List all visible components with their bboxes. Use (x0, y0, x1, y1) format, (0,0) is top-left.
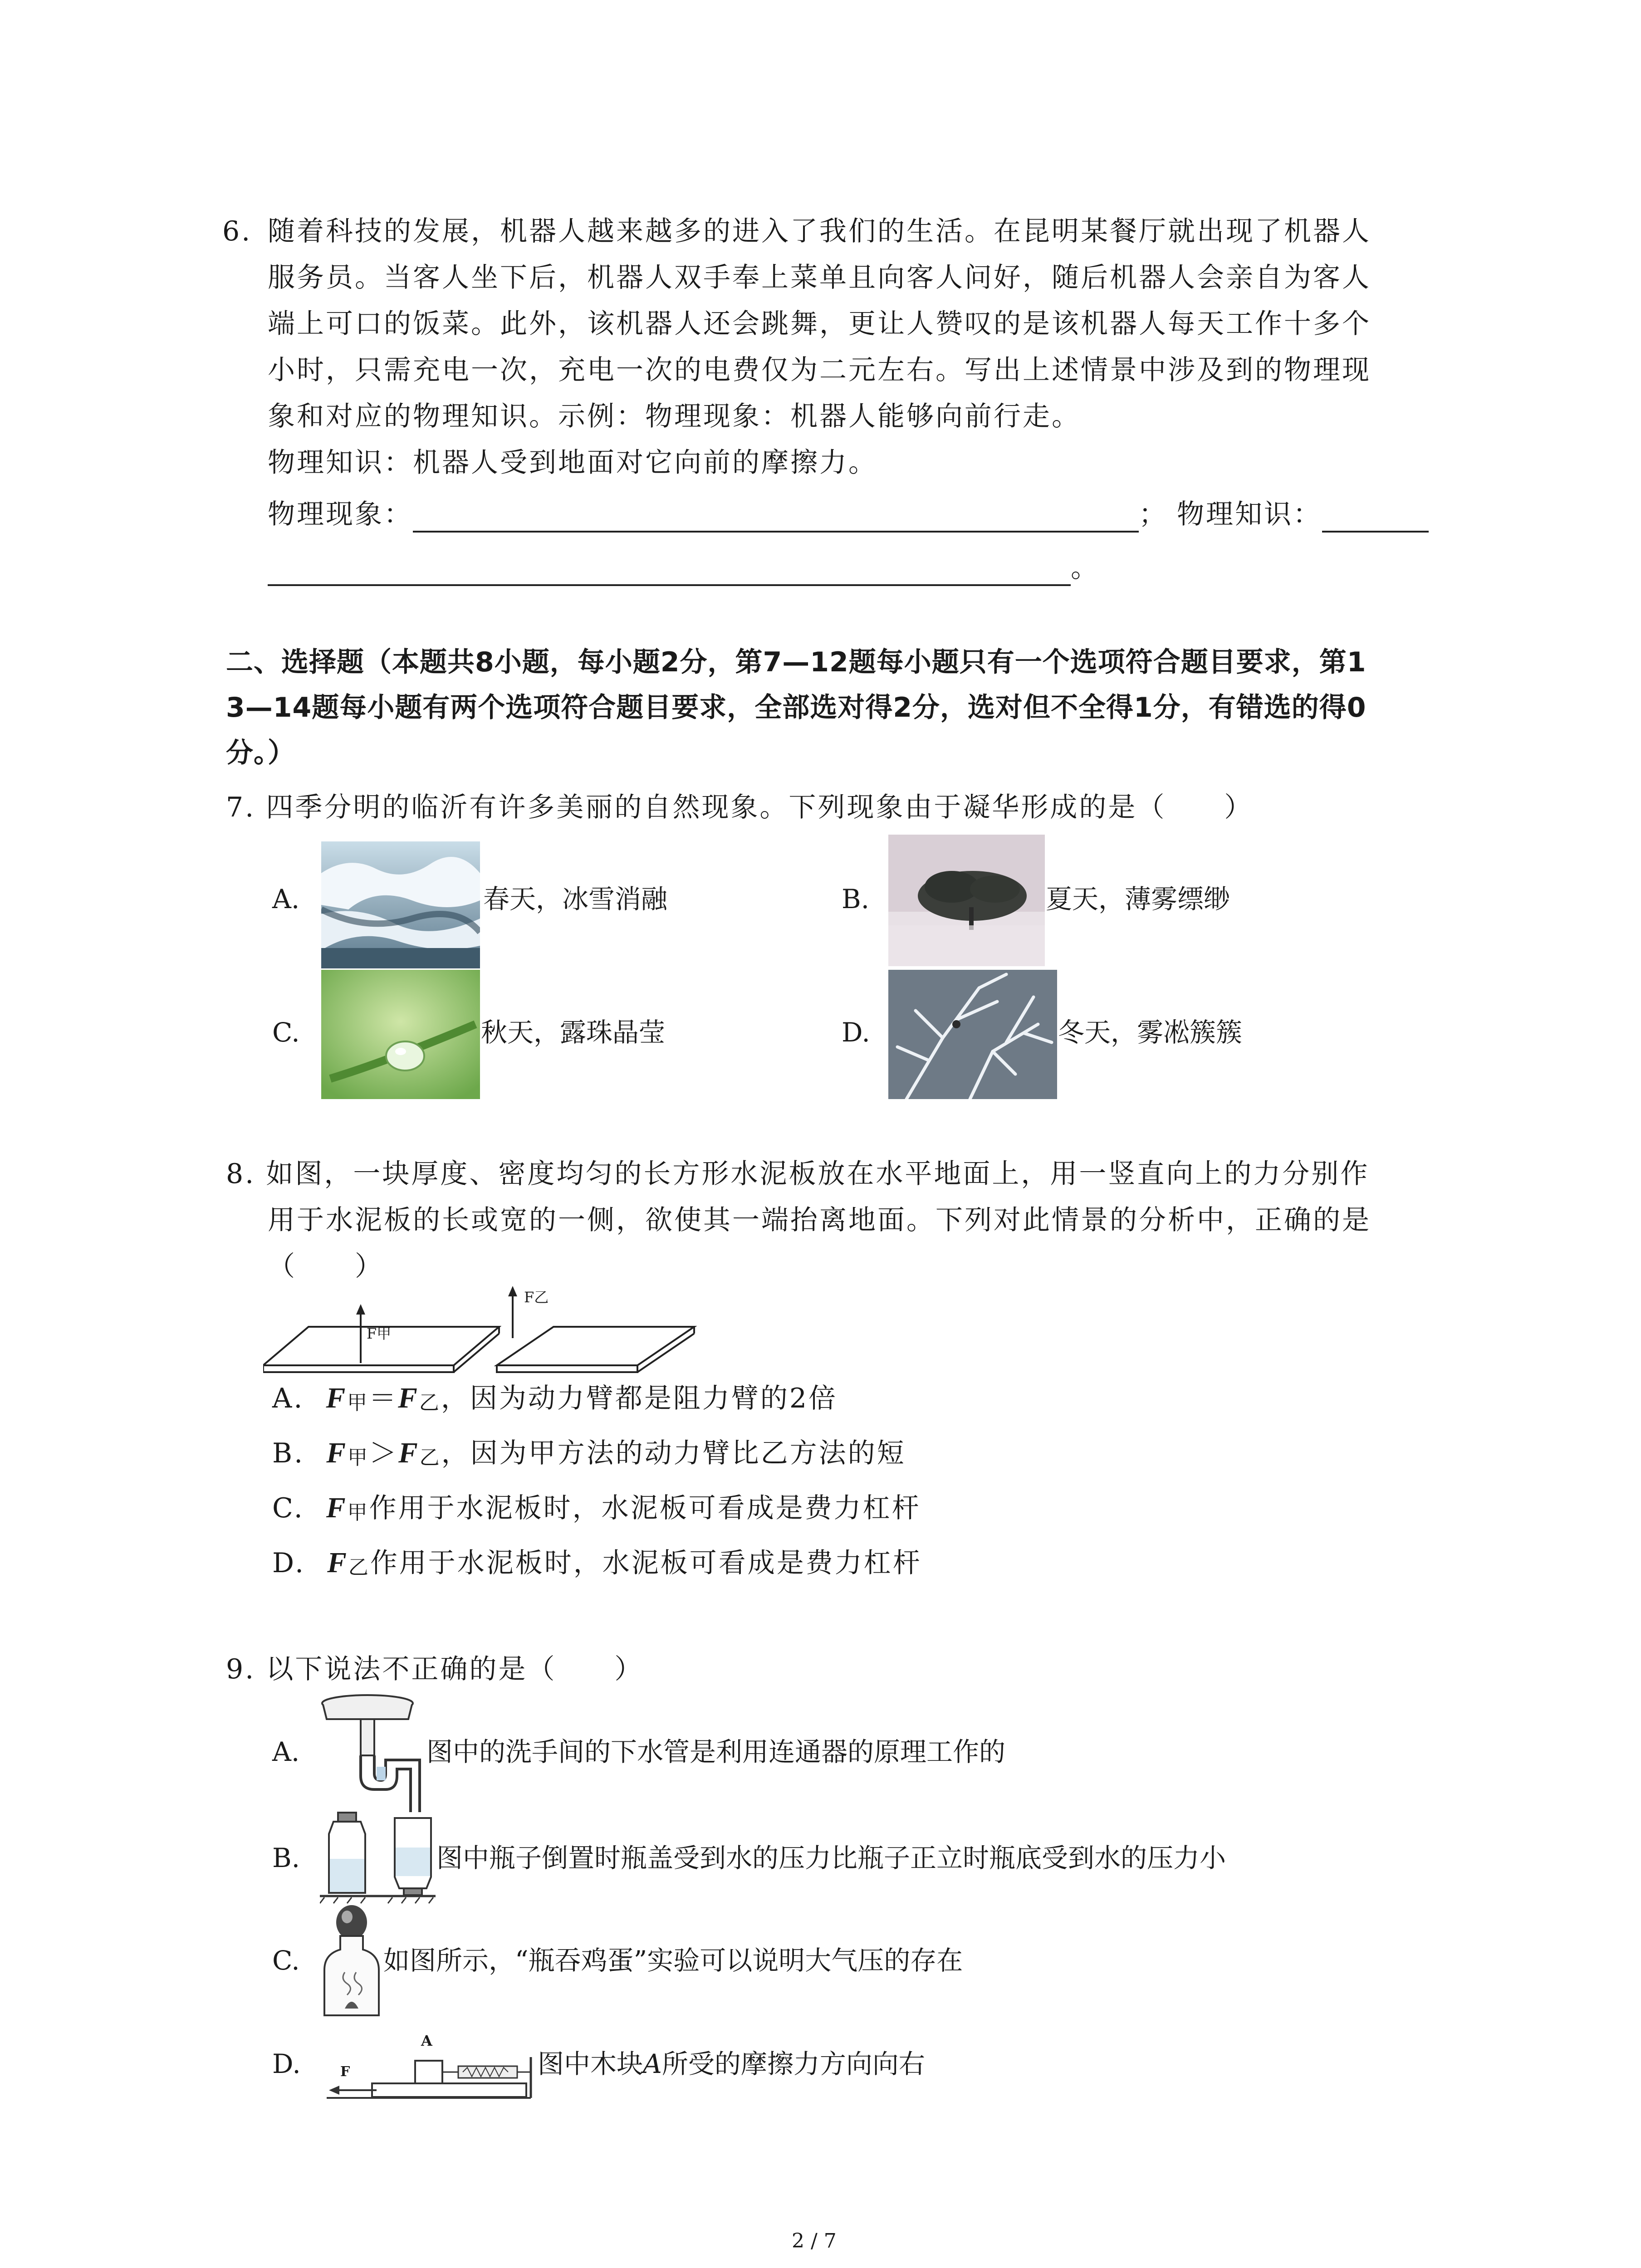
force-symbol: F (327, 1546, 348, 1579)
force-symbol: F (326, 1437, 348, 1469)
friction-block-figure (327, 2030, 535, 2105)
phenomenon-label: 物理现象： (268, 499, 413, 530)
knowledge-answer-blank-cont[interactable] (268, 557, 1071, 586)
force-symbol: F (398, 1382, 419, 1414)
q9-option-b-text: 图中瓶子倒置时瓶盖受到水的压力比瓶子正立时瓶底受到水的压力小 (436, 1843, 1226, 1873)
force-subscript: 乙 (348, 1556, 370, 1579)
relation-symbol: ＞ (369, 1437, 398, 1469)
q9-option-a-text: 图中的洗手间的下水管是利用连通器的原理工作的 (426, 1736, 1006, 1767)
force-label: F (340, 2064, 350, 2080)
option-letter: B. (272, 1437, 305, 1469)
q7-stem: 7. 四季分明的临沂有许多美丽的自然现象。下列现象由于凝华形成的是（ ） (226, 792, 1254, 823)
q7-option-a-letter[interactable]: A. (272, 884, 300, 914)
q8-line-1: 8. 如图，一块厚度、密度均匀的长方形水泥板放在水平地面上，用一竖直向上的力分别作 (226, 1158, 1370, 1190)
q6-number: 6. (222, 215, 252, 247)
section-2-heading-line-3: 分。） (226, 737, 295, 769)
q7-option-d-text: 冬天，雾凇簇簇 (1058, 1017, 1243, 1048)
egg-in-bottle-figure (320, 1904, 383, 2020)
inverted-bottle-figure (320, 1809, 436, 1904)
q7-option-a-text: 春天，冰雪消融 (483, 884, 668, 914)
q6-line-6: 物理知识：机器人受到地面对它向前的摩擦力。 (268, 447, 877, 479)
force-subscript: 乙 (419, 1391, 441, 1414)
q8-option-b[interactable] (272, 1435, 906, 1476)
section-2-heading-line-1: 二、选择题（本题共8小题，每小题2分，第7—12题每小题只有一个选项符合题目要求，第1 (226, 646, 1367, 678)
force-subscript: 乙 (419, 1446, 441, 1469)
force-label-right: F乙 (524, 1289, 549, 1306)
q9-option-d-letter[interactable]: D. (272, 2048, 301, 2079)
q8-option-a[interactable] (272, 1380, 838, 1421)
q6-answer-row (268, 496, 1429, 533)
misty-tree-photo (888, 835, 1045, 966)
q9-option-a-letter[interactable]: A. (272, 1736, 300, 1767)
force-subscript: 甲 (347, 1501, 369, 1524)
melting-ice-photo (321, 841, 480, 968)
option-letter: C. (272, 1492, 304, 1524)
q6-line-2: 服务员。当客人坐下后，机器人双手奉上菜单且向客人问好，随后机器人会亲自为客人 (268, 262, 1371, 293)
force-symbol: F (326, 1382, 348, 1414)
cement-slab-figure (263, 1284, 717, 1379)
semicolon: ； (1139, 499, 1168, 530)
force-symbol: F (326, 1491, 348, 1524)
frost-branch-photo (888, 970, 1057, 1099)
q8-option-d[interactable] (272, 1545, 922, 1586)
q9-option-b-letter[interactable]: B. (272, 1843, 300, 1873)
q9-stem: 9. 以下说法不正确的是（ ） (226, 1653, 644, 1685)
force-label-left: F甲 (367, 1325, 392, 1342)
q8-line-3: （ ） (268, 1251, 384, 1282)
option-text: ，因为动力臂都是阻力臂的2倍 (441, 1383, 838, 1414)
block-label: A (421, 2032, 432, 2049)
force-subscript: 甲 (347, 1446, 369, 1469)
cement-slab-diagram (263, 1284, 717, 1379)
page-number: 2 / 7 (792, 2229, 837, 2253)
option-letter: A. (272, 1383, 304, 1414)
q7-option-d-letter[interactable]: D. (842, 1017, 870, 1048)
q7-option-b-letter[interactable]: B. (842, 884, 870, 914)
q7-option-c-text: 秋天，露珠晶莹 (481, 1017, 666, 1048)
q8-option-c[interactable] (272, 1490, 921, 1531)
italic-variable: A (643, 2048, 662, 2079)
dewdrop-leaf-photo (321, 970, 480, 1099)
q7-option-b-text: 夏天，薄雾缥缈 (1046, 884, 1230, 914)
q6-line-4: 小时，只需充电一次，充电一次的电费仅为二元左右。写出上述情景中涉及到的物理现 (268, 354, 1371, 386)
q8-line-2: 用于水泥板的长或宽的一侧，欲使其一端抬离地面。下列对此情景的分析中，正确的是 (268, 1204, 1371, 1236)
option-letter: D. (272, 1547, 306, 1579)
phenomenon-answer-blank[interactable] (413, 503, 1139, 533)
q9-option-c-letter[interactable]: C. (272, 1945, 300, 1976)
knowledge-answer-blank[interactable] (1322, 503, 1429, 533)
knowledge-label: 物理知识： (1177, 499, 1322, 530)
q6-line-3: 端上可口的饭菜。此外，该机器人还会跳舞，更让人赞叹的是该机器人每天工作十多个 (268, 308, 1371, 340)
option-text-post: 所受的摩擦力方向向右 (661, 2048, 925, 2079)
force-subscript: 甲 (347, 1391, 369, 1414)
q9-option-c-text: 如图所示，“瓶吞鸡蛋”实验可以说明大气压的存在 (383, 1945, 963, 1976)
option-text: 作用于水泥板时，水泥板可看成是费力杠杆 (370, 1547, 922, 1579)
force-symbol: F (398, 1437, 420, 1469)
q6-line-5: 象和对应的物理知识。示例：物理现象：机器人能够向前行走。 (268, 401, 1081, 432)
q6-line-1: 随着科技的发展，机器人越来越多的进入了我们的生活。在昆明某餐厅就出现了机器人 (268, 215, 1371, 247)
q6-answer-row-2 (268, 550, 1100, 586)
end-mark: 。 (1071, 552, 1100, 584)
relation-symbol: ＝ (369, 1383, 398, 1414)
q9-option-d-text (538, 2046, 925, 2082)
option-text-pre: 图中木块 (538, 2048, 643, 2079)
sink-drain-trap-figure (318, 1692, 426, 1812)
section-2-heading-line-2: 3—14题每小题有两个选项符合题目要求，全部选对得2分，选对但不全得1分，有错选的得0 (226, 692, 1367, 723)
option-text: 作用于水泥板时，水泥板可看成是费力杠杆 (369, 1492, 921, 1524)
option-text: ，因为甲方法的动力臂比乙方法的短 (441, 1437, 906, 1469)
q7-option-c-letter[interactable]: C. (272, 1017, 300, 1048)
